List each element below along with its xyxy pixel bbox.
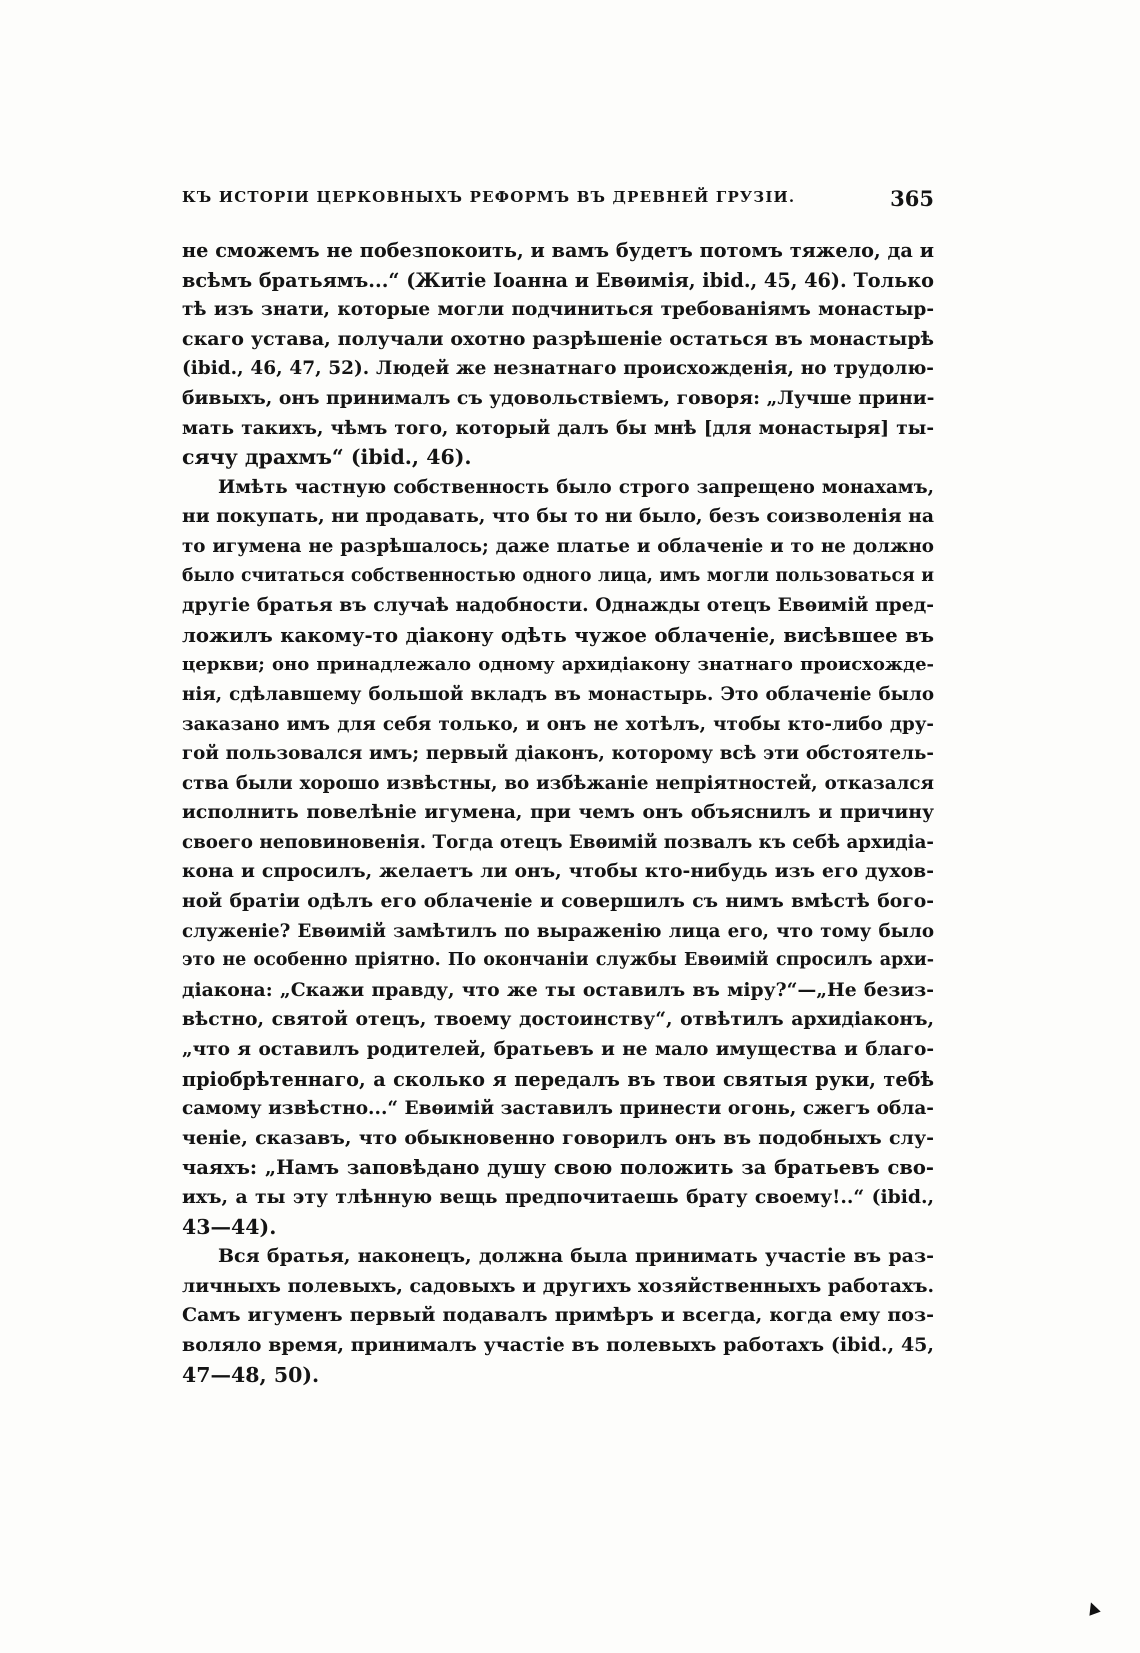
text-line: ченіе, сказавъ, что обыкновенно говорилъ онъ въ подобныхъ слу- [182, 1126, 934, 1149]
paragraph-3 [182, 1242, 934, 1390]
running-title: КЪ ИСТОРІИ ЦЕРКОВНЫХЪ РЕФОРМЪ ВЪ ДРЕВНЕЙ ГРУЗІИ. [182, 188, 796, 206]
text-line: служеніе? Евѳимій замѣтилъ по выраженію лица его, что тому было [182, 920, 934, 942]
text-line: ихъ, а ты эту тлѣнную вещь предпочитаешь брату своему!..“ (ibid., [182, 1186, 934, 1208]
text-line: Самъ игуменъ первый подавалъ примѣръ и всегда, когда ему поз- [182, 1304, 934, 1327]
text-line: чаяхъ: „Намъ заповѣдано душу свою положить за братьевъ сво- [182, 1156, 934, 1180]
text-line: нія, сдѣлавшему большой вкладъ въ монастырь. Это облаченіе было [182, 683, 934, 705]
text-line: другіе братья въ случаѣ надобности. Однажды отецъ Евѳимій пред- [182, 594, 934, 617]
text-line: мать такихъ, чѣмъ того, который далъ бы мнѣ [для монастыря] ты- [182, 417, 934, 439]
text-line: кона и спросилъ, желаетъ ли онъ, чтобы кто-нибудь изъ его духов- [182, 860, 934, 883]
text-line: церкви; оно принадлежало одному архидіакону знатнаго происхожде- [182, 654, 934, 676]
text-line: сячу драхмъ“ (ibid., 46). [182, 445, 472, 470]
text-line: не сможемъ не побезпокоить, и вамъ будетъ потомъ тяжело, да и [182, 239, 934, 262]
page-header [182, 186, 934, 214]
text-line: заказано имъ для себя только, и онъ не хотѣлъ, чтобы кто-либо дру- [182, 713, 934, 735]
text-line: ной братіи одѣлъ его облаченіе и совершилъ съ нимъ вмѣстѣ бого- [182, 890, 934, 913]
text-line: воляло время, принималъ участіе въ полевыхъ работахъ (ibid., 45, [182, 1333, 934, 1356]
text-line: исполнить повелѣніе игумена, при чемъ онъ объяснилъ и причину [182, 801, 934, 824]
text-line: самому извѣстно...“ Евѳимій заставилъ принести огонь, сжегъ обла- [182, 1098, 934, 1120]
text-line: всѣмъ братьямъ...“ (Житіе Іоанна и Евѳимія, ibid., 45, 46). Только [182, 268, 934, 292]
text-line: пріобрѣтеннаго, а сколько я передалъ въ твои святыя руки, тебѣ [182, 1067, 934, 1091]
text-line: личныхъ полевыхъ, садовыхъ и другихъ хозяйственныхъ работахъ. [182, 1274, 934, 1297]
text-line: было считаться собственностью одного лица, имъ могли пользоваться и [182, 565, 934, 586]
paragraph-2 [182, 473, 934, 1242]
text-line: ложилъ какому-то діакону одѣть чужое облаченіе, висѣвшее въ [182, 622, 934, 647]
text-line: тѣ изъ знати, которые могли подчиниться требованіямъ монастыр- [182, 299, 934, 321]
text-line: это не особенно пріятно. По окончаніи службы Евѳимій спросилъ архи- [182, 950, 934, 971]
page-number: 365 [890, 186, 934, 211]
text-line: то игумена не разрѣшалось; даже платье и облаченіе и то не должно [182, 535, 934, 557]
text-line: ни покупать, ни продавать, что бы то ни было, безъ соизволенія на [182, 505, 934, 528]
text-line: Вся братья, наконецъ, должна была принимать участіе въ раз- [218, 1245, 934, 1268]
paragraph-1 [182, 236, 934, 473]
text-line: бивыхъ, онъ принималъ съ удовольствіемъ, говоря: „Лучше прини- [182, 386, 934, 409]
text-line: ства были хорошо извѣстны, во избѣжаніе непріятностей, отказался [182, 772, 934, 794]
text-line: діакона: „Скажи правду, что же ты оставилъ въ міру?“—„Не безиз- [182, 978, 934, 1001]
text-line: „что я оставилъ родителей, братьевъ и не мало имущества и благо- [182, 1039, 934, 1061]
text-line: 43—44). [182, 1214, 277, 1239]
text-line: Имѣть частную собственность было строго запрещено монахамъ, [218, 476, 934, 498]
text-line: гой пользовался имъ; первый діаконъ, которому всѣ эти обстоятель- [182, 743, 934, 765]
text-line: 47—48, 50). [182, 1362, 320, 1387]
body-text [182, 236, 934, 1390]
text-line: (ibid., 46, 47, 52). Людей же незнатнаго происхожденія, но трудолю- [182, 358, 934, 380]
text-line: своего неповиновенія. Тогда отецъ Евѳимій позвалъ къ себѣ архидіа- [182, 831, 934, 853]
scan-corner-mark-icon [1085, 1600, 1100, 1615]
text-line: вѣстно, святой отецъ, твоему достоинству“, отвѣтилъ архидіаконъ, [182, 1008, 934, 1031]
text-line: скаго устава, получали охотно разрѣшеніе остаться въ монастырѣ [182, 327, 934, 350]
